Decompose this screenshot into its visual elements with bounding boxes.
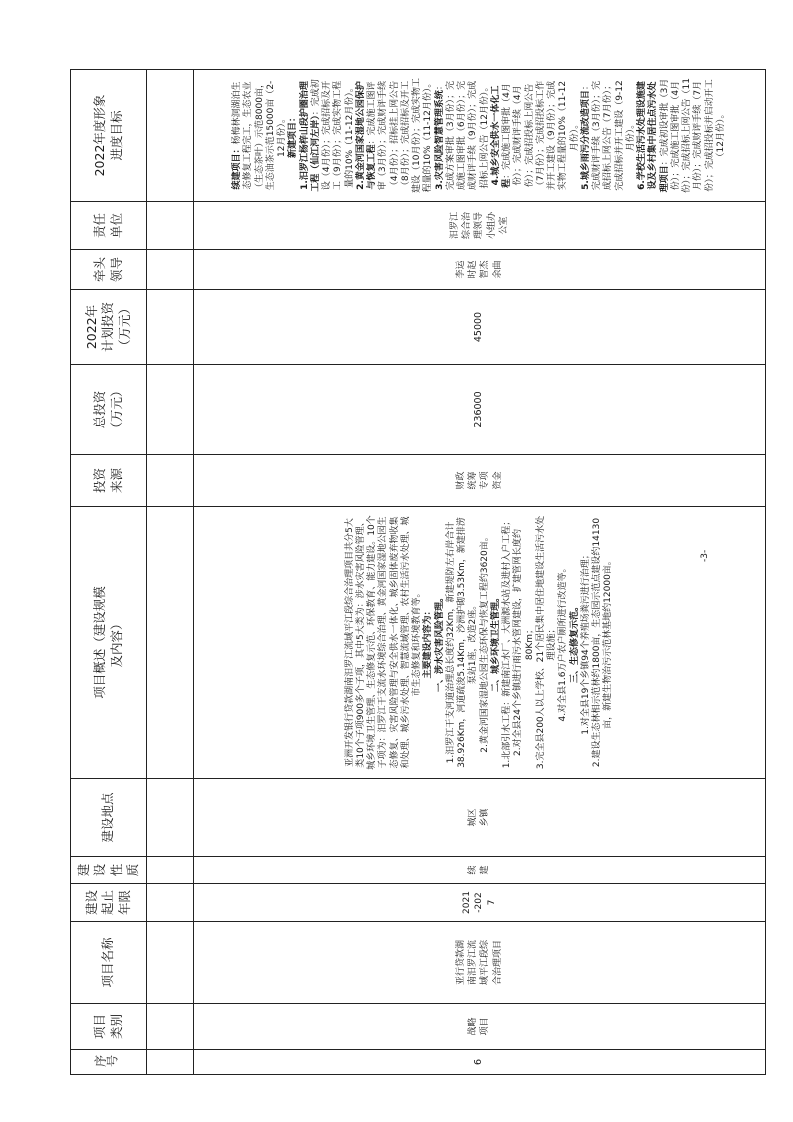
project-table: [70, 69, 766, 1075]
overview-item: 2.对全县24个乡镇进行雨污水管网建设，扩建管网长度约80Km；: [513, 528, 535, 757]
table-empty-row: [147, 70, 194, 1075]
cell-target: [194, 70, 766, 202]
header-overview: 项目概述（建设规模及内容）: [71, 507, 147, 779]
target-item: 5.城乡雨污分流改造项目：完成财评手续（3月份）；完成招标上网公告（7月份）；完成招标并开工建设（9-12月份）。: [580, 80, 636, 191]
overview-item: 2.黄金河国家湿地公园生态环保与恢复工程约3620亩。: [479, 532, 490, 753]
cell-period: 2021-2027: [194, 884, 766, 922]
cell-location: 城区乡镇: [194, 779, 766, 857]
cell-seq: 6: [194, 1050, 766, 1075]
overview-heading: 主要建设内容为：: [423, 606, 434, 679]
target-item: 续建项目：杨梅林洞湖泊生态修复工程完工，生态农业（生态茶叶）示范8000亩，生态油茶示范15000亩（2-12月份）。: [232, 79, 287, 192]
cell-category: 战略项目: [194, 1004, 766, 1050]
overview-item: 4.对全县1.6万户农户厕所进行改造等。: [558, 563, 569, 722]
header-plan2022: 2022年计划投资（万元）: [71, 290, 147, 365]
target-item: 1.汨罗江杨梓山段护圈治理工程（仙江河左岸）：完成初设（4月份）；完成招标及开工（9月份）；完成实物工程量的10%（11-12月份）。: [299, 79, 355, 192]
header-name: 项目名称: [71, 922, 147, 1004]
header-period: 建设起止年限: [71, 884, 147, 922]
overview-item: 1.对全县19个乡镇94个养殖场粪污进行治理；: [580, 550, 591, 735]
page-number: -3-: [700, 549, 710, 562]
header-leader: 牵头领导: [71, 250, 147, 290]
target-item: 6.学校生活污水处理设施建设及乡村集中居住点污水处理项目：完成初设审批（3月份）；完成施工图审批（4月份）；完成招标上网公告（11月份）；完成财评手续（7月份）；完成招投标并启动开工（12月份）。: [637, 78, 726, 193]
cell-plan2022: 45000: [194, 290, 766, 365]
overview-para: 亚洲开发银行贷款湖南汨罗江流域平江段综合治理项目共分5大类10个子项900多个子项，其中5大类为：涉水灾害风险管理、城乡环境卫生管理、生态修复示范、环保教育、能力建设。10个子项为：汨罗江干支流水环境综合治理、黄金河国家湿地公园生态修复、灾害风险管理与安全供水一体化、城乡固体废弃物收集和处理、城乡污水处理、智慧流域管理、农村生活污水处理、城市生态修复和环境教育等。: [344, 515, 422, 770]
header-unit: 责任单位: [71, 202, 147, 250]
table-row: [194, 70, 766, 1075]
target-item: 新建项目：: [288, 113, 299, 159]
cell-name: 亚行贷款湖南汨罗江流域平江段综合治理项目: [194, 922, 766, 1004]
target-item: 4.城乡安全供水一体化工程：完成施工图审批（4月份）；完成财评手续（4月份）；完成招投标上网公告（7月份）；完成招投标工作并开工建设（9月份）；完成实物工程量的10%（11-12月份）。: [490, 80, 580, 191]
header-nature: 建设性质: [71, 857, 147, 884]
header-location: 建设地点: [71, 779, 147, 857]
cell-leader: 李运时赵智杰余曲: [194, 250, 766, 290]
overview-item: 2.建设生态林相示范林约1800亩，生态园示范点建设约14130亩，新建生物治污示范林基地约12000亩。: [592, 517, 614, 768]
header-seq: 序号: [71, 1050, 147, 1075]
overview-item: 1.汨罗江干支河道治理总长度约32Km，新建堤防左右岸合计38.926Km，河道疏浚5.14Km，沙洲护砌3.53Km，新建排涝泵站1座，改造2座。: [445, 517, 479, 768]
cell-source: 财政统筹专项资金: [194, 455, 766, 507]
overview-heading: 一、涉水灾害风险管理。: [434, 593, 445, 693]
cell-overview: [194, 507, 766, 779]
target-item: 3.灾害风险智慧管理系统：完成方案审批（3月份）；完成施工图审批（6月份）；完成财评手续（9月份）；完成招标上网公告（12月份）。: [434, 80, 490, 191]
header-category: 项目类别: [71, 1004, 147, 1050]
header-target: 2022年度形象进度目标: [71, 70, 147, 202]
header-source: 投资来源: [71, 455, 147, 507]
overview-item: 3.完全县200人以上学校、21个居民集中居住地建设生活污水处理设施；: [535, 515, 557, 770]
cell-total: 236000: [194, 365, 766, 455]
overview-heading: 二、城乡环境卫生管理。: [490, 593, 501, 693]
table-header-row: [71, 70, 147, 1075]
cell-unit: 汨罗江综合治理领导小组办公室: [194, 202, 766, 250]
header-total: 总投资（万元）: [71, 365, 147, 455]
rotated-table-container: [70, 70, 765, 1075]
target-item: 2.黄金河国家湿地公园保护与恢复工程：完成施工图评审（3月份）；完成财评手续（4月份）；招标挂上网公告（8月份）；完成招标及开工建设（10月份）；完成实物工程量的10%（11-12月份）。: [355, 78, 434, 193]
overview-item: 1.北部引水工程：新建南江水厂、大洲源水站及进村入户工程；: [502, 516, 512, 769]
overview-heading: 三、生态修复示范。: [569, 602, 580, 684]
cell-nature: 续建: [194, 857, 766, 884]
